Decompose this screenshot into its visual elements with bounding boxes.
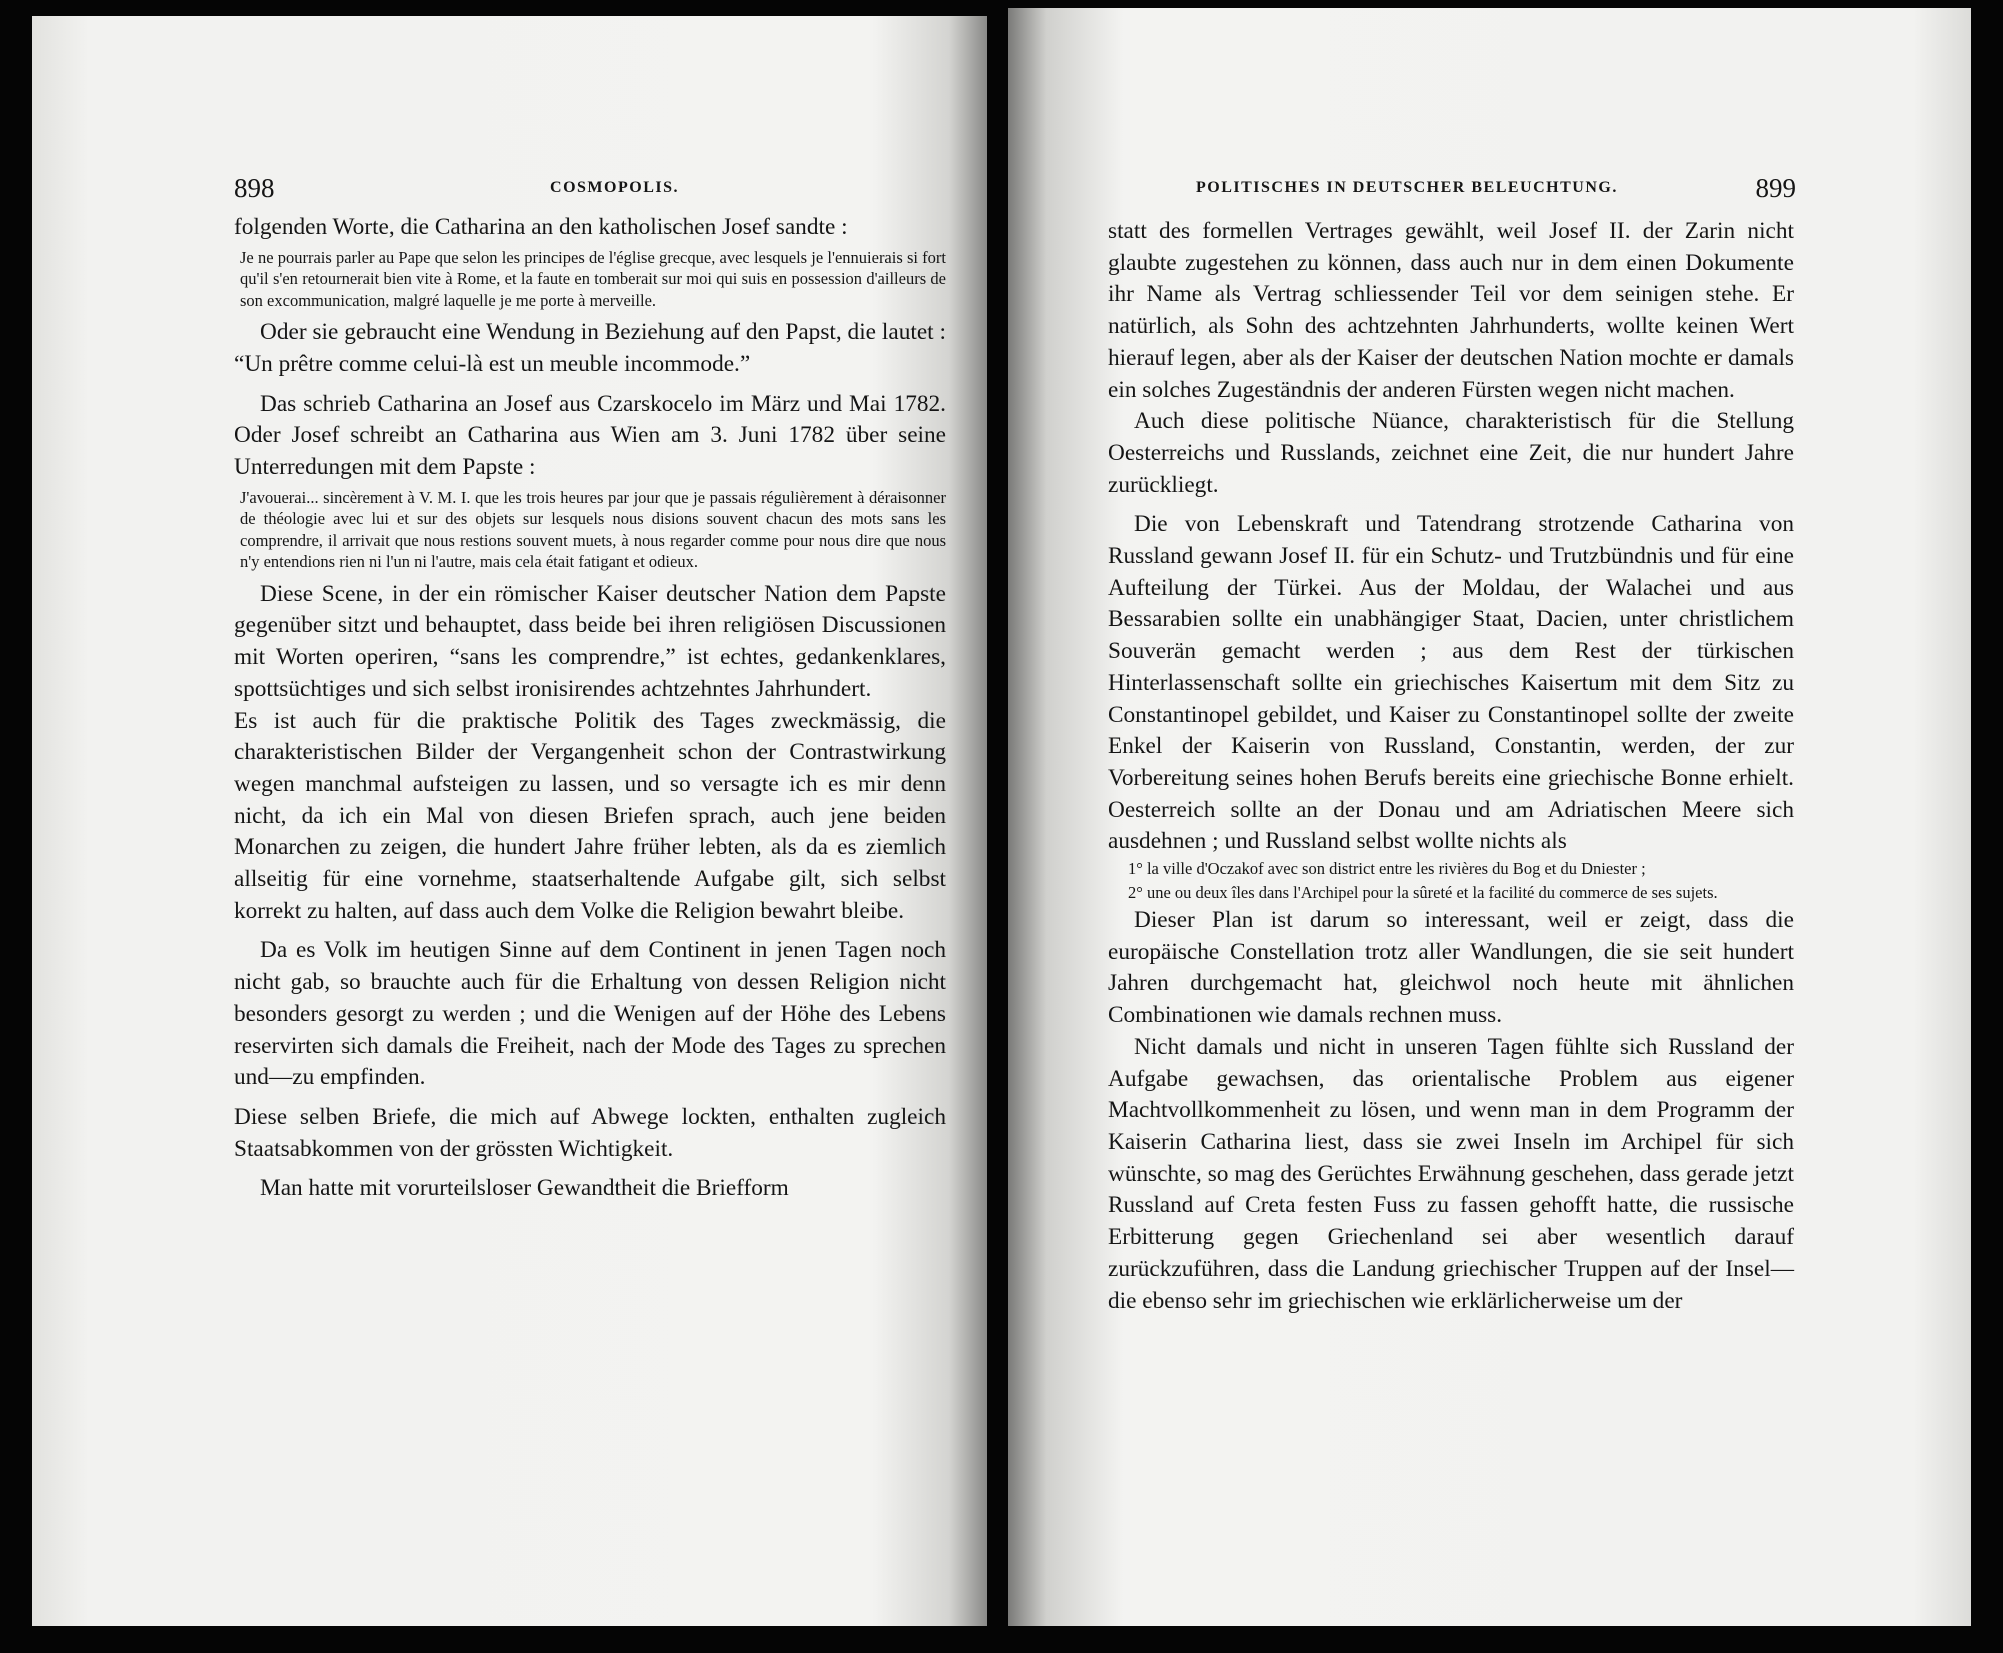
french-quotation: J'avouerai... sincèrement à V. M. I. que les trois heures par jour que je passais régulièrement à déraisonner de théologie avec lui et sur des objets sur lesquels nous disions souvent chacun des mots sans les comprendre, il arrivait que nous restions souvent muets, à nous regarder comme pour nous dire que nous n'y entendions rien ni l'un ni l'autre, mais cela était fatigant et odieux. [240,487,946,572]
paragraph: Es ist auch für die praktische Politik des Tages zweckmässig, die charakteristischen Bilder der Vergangenheit schon der Contrastwirkung wegen manchmal aufsteigen zu lassen, und so versagte ich es mir denn nicht, da ich ein Mal von diesen Briefen sprach, auch jene beiden Monarchen zu zeigen, die hundert Jahre früher lebten, als da es ziemlich allseitig für eine vornehme, staatserhaltende Aufgabe gilt, sich selbst korrekt zu halten, auf dass auch dem Volke die Religion bewahrt bleibe. [234,707,946,924]
left-page [32,16,987,1626]
paragraph: Nicht damals und nicht in unseren Tagen fühlte sich Russland der Aufgabe gewachsen, das orientalische Problem aus eigener Machtvollkommenheit zu lösen, und wenn man in dem Programm der Kaiserin Catharina liest, dass sie zwei Inseln im Archipel für sich wünschte, so mag des Gerüchtes Erwähnung geschehen, dass gerade jetzt Russland auf Creta festen Fuss zu fassen gehofft hatte, die russische Erbitterung gegen Griechenland sei aber wesentlich darauf zurückzuführen, dass die Landung griechischer Truppen auf der Insel—die ebenso sehr im griechischen wie erklärlicherweise um der [1108,1033,1794,1314]
left-page-header [234,168,679,208]
paragraph: Man hatte mit vorurteilsloser Gewandtheit die Briefform [260,1175,789,1202]
paragraph: statt des formellen Vertrages gewählt, weil Josef II. der Zarin nicht glaubte zugestehen zu können, dass auch nur in dem einen Dokumente ihr Name als Vertrag schliessender Teil vor dem seinigen stehe. Er natürlich, als Sohn des achtzehnten Jahrhunderts, wollte keinen Wert hierauf legen, aber als der Kaiser der deutschen Nation mochte er damals ein solches Zugeständnis der anderen Fürsten wegen nicht machen. [1108,218,1794,403]
running-head-right: POLITISCHES IN DEUTSCHER BELEUCHTUNG. [1196,179,1618,196]
right-page-body [1108,216,1794,1317]
page-number-left: 898 [234,172,275,203]
running-head-left: COSMOPOLIS. [550,179,679,196]
french-quotation: Je ne pourrais parler au Pape que selon les principes de l'église grecque, avec lesquels je l'ennuierais si fort qu'il s'en retournerait bien vite à Rome, et la faute en tomberait sur moi qui suis en possession d'ailleurs de son excommunication, malgré laquelle je me porte à merveille. [240,247,946,310]
paragraph: Da es Volk im heutigen Sinne auf dem Continent in jenen Tagen noch nicht gab, so brauchte auch für die Erhaltung von dessen Religion nicht besonders gesorgt zu werden ; und die Wenigen auf der Höhe des Lebens reservirten sich damals die Freiheit, nach der Mode des Tages zu sprechen und—zu empfinden. [234,937,946,1091]
paragraph: Diese Scene, in der ein römischer Kaiser deutscher Nation dem Papste gegenüber sitzt und behauptet, dass beide bei ihren religiösen Discussionen mit Worten operiren, “sans les comprendre,” ist echtes, gedankenklares, spottsüchtiges und sich selbst ironisirendes achtzehntes Jahrhundert. [234,580,946,702]
right-page [1008,8,1971,1626]
right-page-header [1196,168,1796,208]
left-page-body [234,212,946,1205]
paragraph: Oder sie gebraucht eine Wendung in Beziehung auf den Papst, die lautet : “Un prêtre comme celui-là est un meuble incommode.” [234,319,946,377]
paragraph: Diese selben Briefe, die mich auf Abwege lockten, enthalten zugleich Staatsabkommen von der grössten Wichtigkeit. [234,1103,946,1162]
paragraph: Dieser Plan ist darum so interessant, weil er zeigt, dass die europäische Constellation trotz aller Wandlungen, die sie seit hundert Jahren durchgemacht hat, gleichwol noch heute mit ähnlichen Combinationen wie damals rechnen muss. [1108,907,1794,1029]
page-number-right: 899 [1755,172,1796,203]
paragraph: Auch diese politische Nüance, charakteristisch für die Stellung Oesterreichs und Russlands, zeichnet eine Zeit, die nur hundert Jahre zurückliegt. [1108,408,1794,498]
list-item: 2° une ou deux îles dans l'Archipel pour la sûreté et la facilité du commerce de ses sujets. [1128,882,1718,902]
paragraph: Die von Lebenskraft und Tatendrang strotzende Catharina von Russland gewann Josef II. für ein Schutz- und Trutzbündnis und für eine Aufteilung der Türkei. Aus der Moldau, der Walachei und aus Bessarabien sollte ein unabhängiger Staat, Dacien, unter christlichem Souverän gemacht werden ; aus dem Rest der türkischen Hinterlassenschaft sollte ein griechisches Kaisertum mit dem Sitz zu Constantinopel gebildet, und Kaiser zu Constantinopel sollte der zweite Enkel der Kaiserin von Russland, Constantin, werden, der zur Vorbereitung seines hohen Berufs bereits eine griechische Bonne erhielt. Oesterreich sollte an der Donau und am Adriatischen Meere sich ausdehnen ; und Russland selbst wollte nichts als [1108,511,1794,855]
paragraph: folgenden Worte, die Catharina an den katholischen Josef sandte : [234,214,848,240]
list-item: 1° la ville d'Oczakof avec son district entre les rivières du Bog et du Dniester ; [1128,859,1646,879]
paragraph: Das schrieb Catharina an Josef aus Czarskocelo im März und Mai 1782. Oder Josef schreibt an Catharina aus Wien am 3. Juni 1782 über seine Unterredungen mit dem Papste : [234,390,946,481]
